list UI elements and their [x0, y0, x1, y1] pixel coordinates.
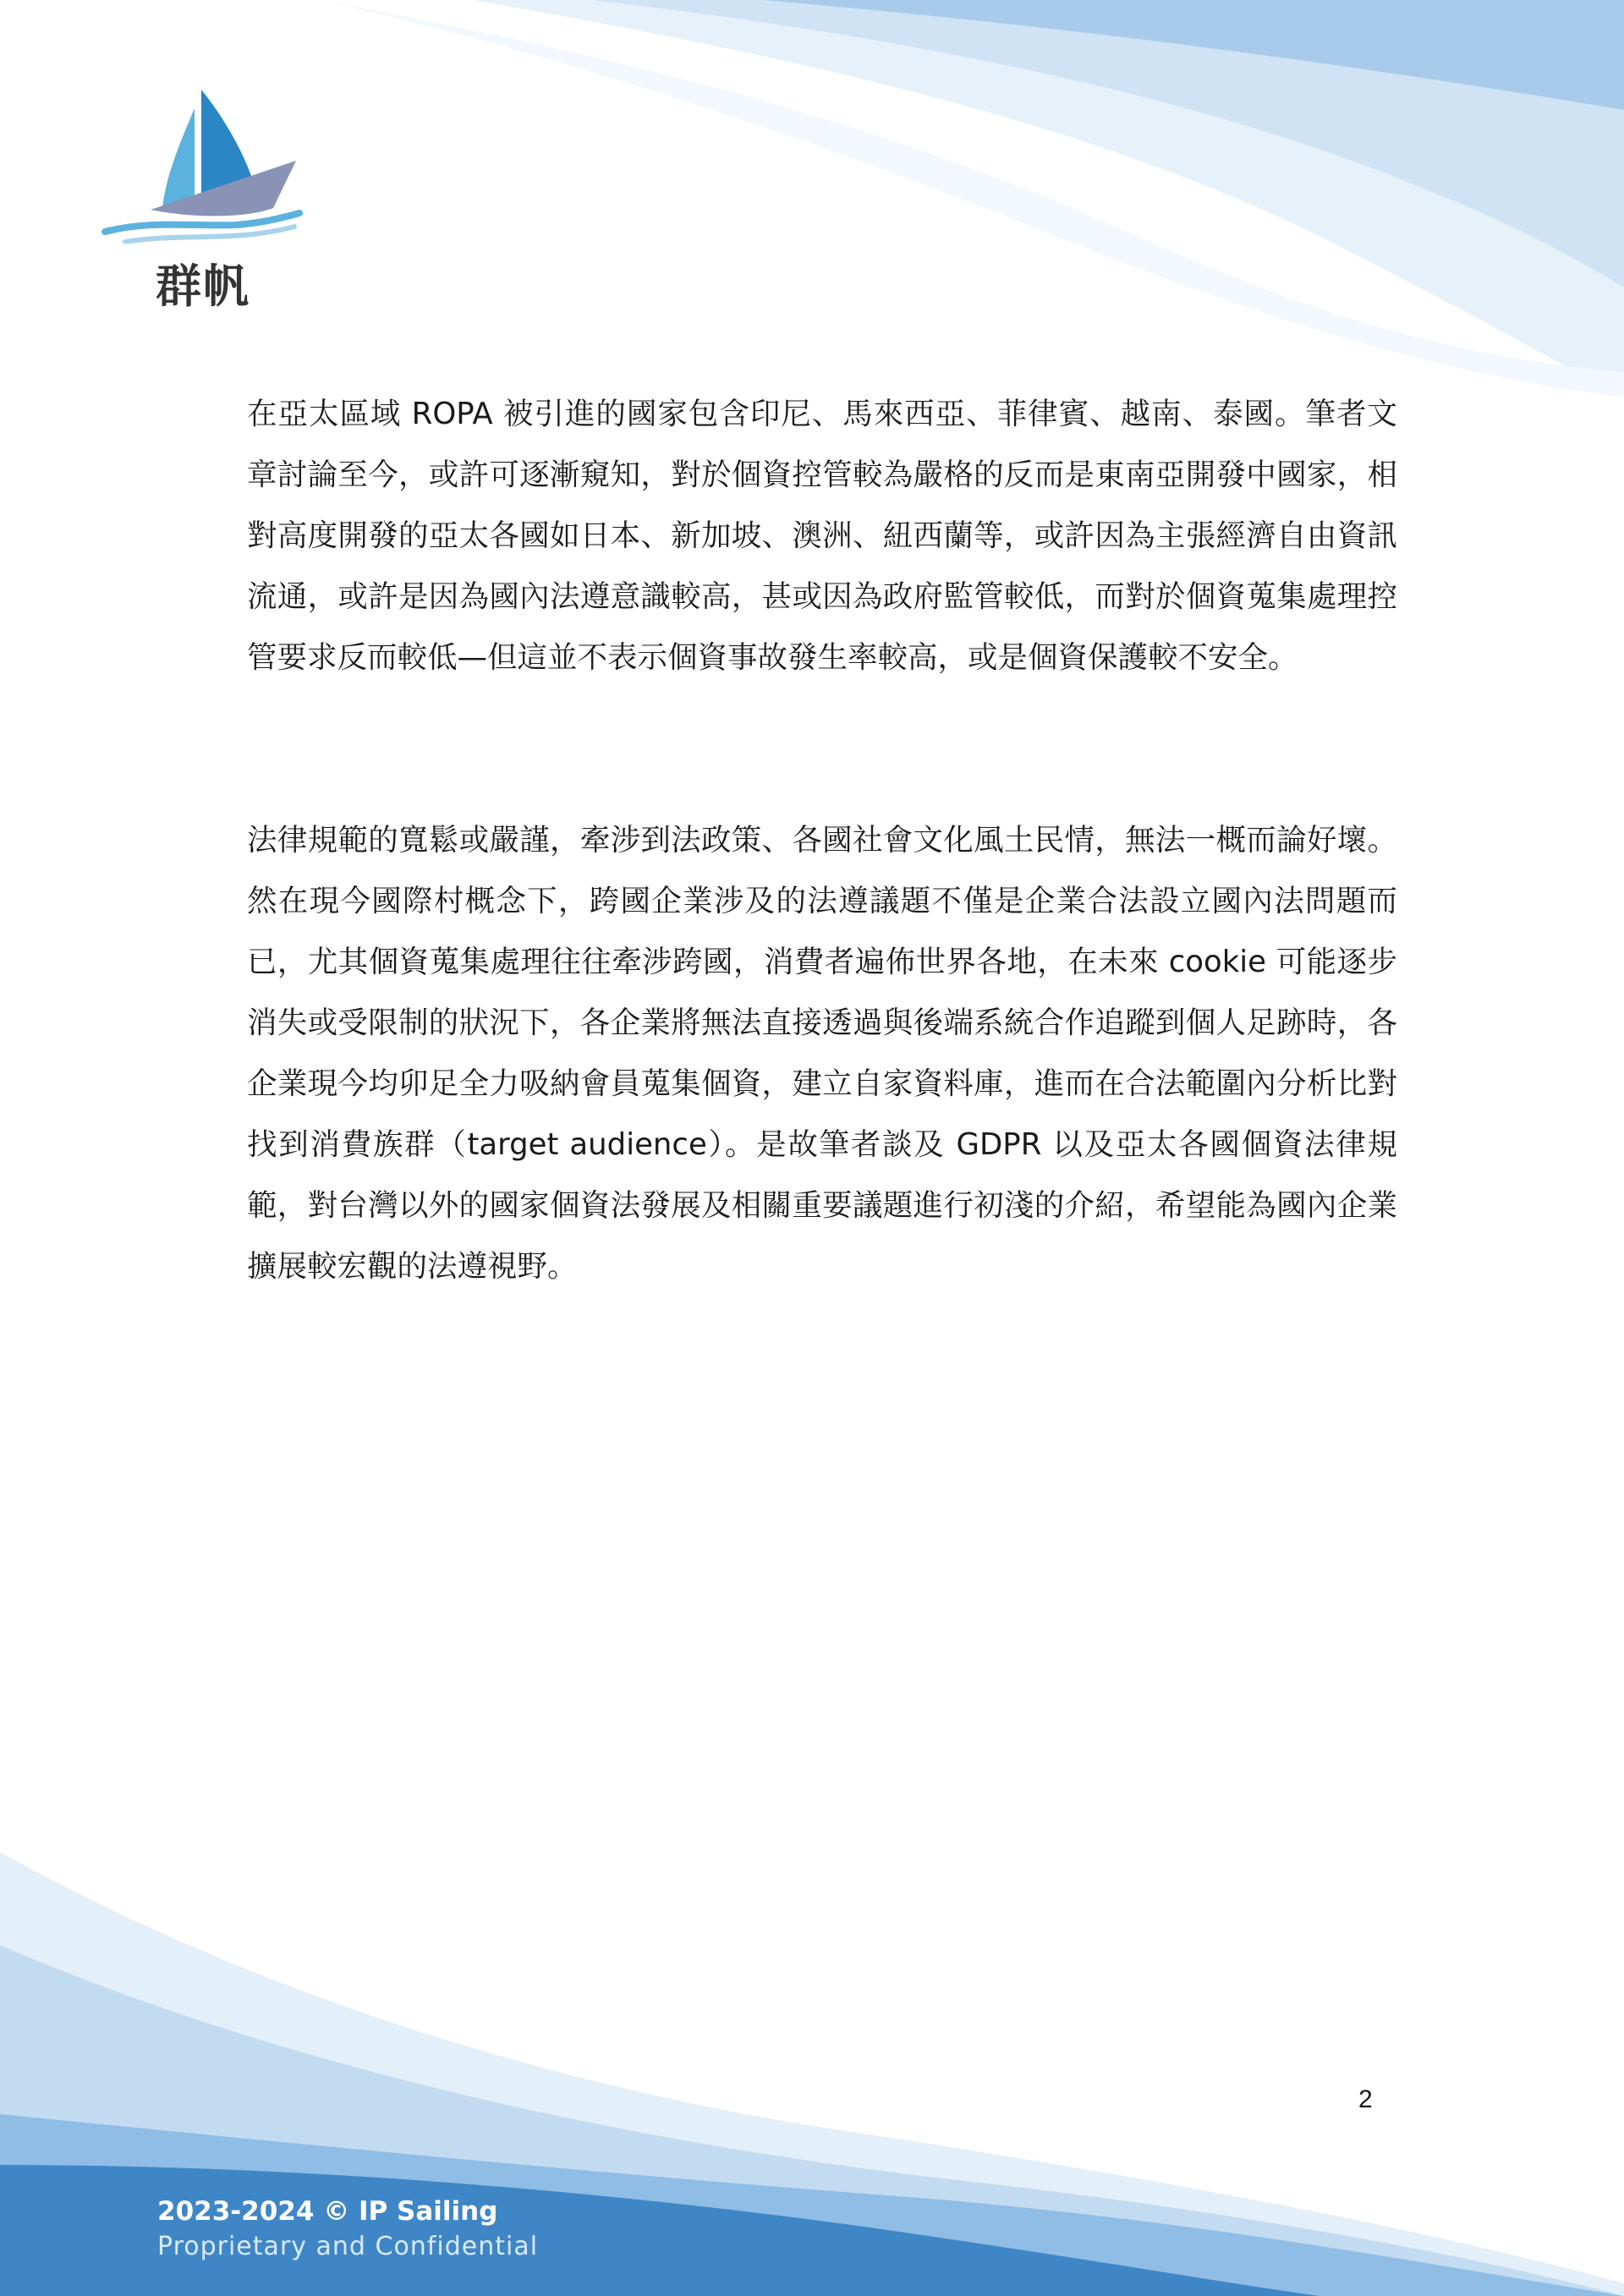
paragraph-1: 在亞太區域 ROPA 被引進的國家包含印尼、馬來西亞、菲律賓、越南、泰國。筆者文章討論至今，或許可逐漸窺知，對於個資控管較為嚴格的反而是東南亞開發中國家，相對高度開發的亞太各國如日本、新加坡、澳洲、紐西蘭等，或許因為主張經濟自由資訊流通，或許是因為國內法遵意識較高，甚或因為政府監管較低，而對於個資蒐集處理控管要求反而較低—但這並不表示個資事故發生率較高，或是個資保護較不安全。	[247, 397, 1397, 675]
document-body	[247, 384, 1397, 1297]
sailboat-logo-icon	[100, 83, 303, 244]
paragraph-2: 法律規範的寬鬆或嚴謹，牽涉到法政策、各國社會文化風土民情，無法一概而論好壞。然在現今國際村概念下，跨國企業涉及的法遵議題不僅是企業合法設立國內法問題而已，尤其個資蒐集處理往往牽涉跨國，消費者遍佈世界各地，在未來 cookie 可能逐步消失或受限制的狀況下，各企業將無法直接透過與後端系統合作追蹤到個人足跡時，各企業現今均卯足全力吸納會員蒐集個資，建立自家資料庫，進而在合法範圍內分析比對找到消費族群（target audience）。是故筆者談及 GDPR 以及亞太各國個資法律規範，對台灣以外的國家個資法發展及相關重要議題進行初淺的介紹，希望能為國內企業擴展較宏觀的法遵視野。	[247, 823, 1397, 1284]
footer-copyright: 2023-2024 © IP Sailing	[157, 2196, 498, 2227]
brand-logo	[100, 83, 303, 311]
brand-name: 群帆	[156, 260, 250, 313]
page-number: 2	[1358, 2085, 1373, 2113]
footer-confidential: Proprietary and Confidential	[157, 2232, 539, 2261]
footer	[157, 2194, 538, 2265]
